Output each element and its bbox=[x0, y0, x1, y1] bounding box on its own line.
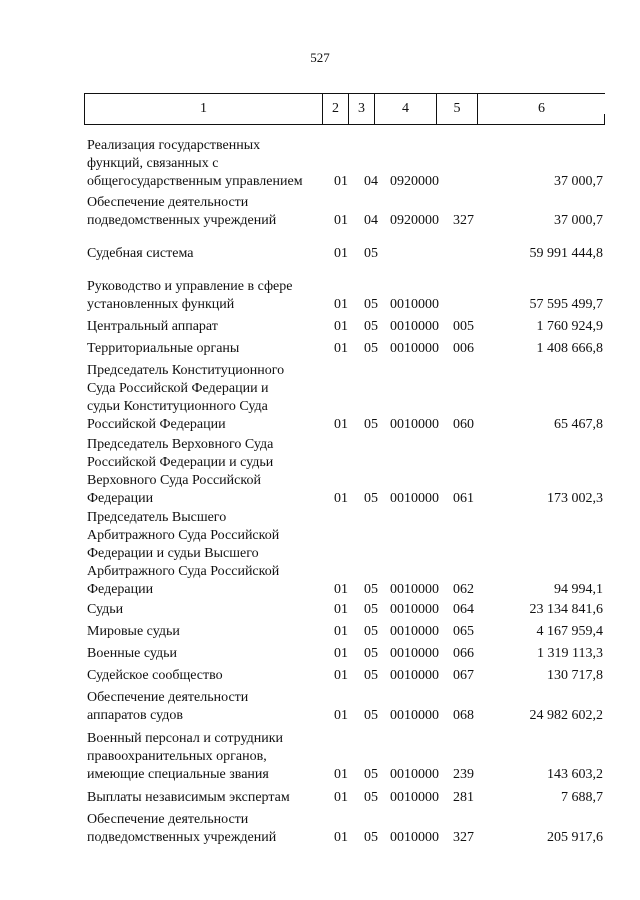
header-col-3: 3 bbox=[358, 101, 365, 116]
row-subsection: 05 bbox=[364, 830, 378, 845]
row-section: 01 bbox=[334, 246, 348, 261]
row-name: Мировые судьи bbox=[87, 624, 180, 639]
row-section: 01 bbox=[334, 417, 348, 432]
row-amount: 143 603,2 bbox=[547, 767, 603, 782]
row-target-article: 0010000 bbox=[390, 830, 439, 845]
row-expense-type: 068 bbox=[453, 708, 474, 723]
row-name: Обеспечение деятельности аппаратов судов bbox=[87, 690, 249, 723]
row-expense-type: 062 bbox=[453, 582, 474, 597]
row-name: Обеспечение деятельности подведомственных учреждений bbox=[87, 812, 277, 845]
row-amount: 24 982 602,2 bbox=[529, 708, 603, 723]
row-target-article: 0010000 bbox=[390, 767, 439, 782]
row-section: 01 bbox=[334, 646, 348, 661]
row-name: Председатель Верховного Суда Российской Федерации и судьи Верховного Суда Российской Федерации bbox=[87, 437, 274, 506]
row-subsection: 04 bbox=[364, 213, 378, 228]
row-section: 01 bbox=[334, 491, 348, 506]
row-target-article: 0010000 bbox=[390, 491, 439, 506]
row-section: 01 bbox=[334, 767, 348, 782]
row-section: 01 bbox=[334, 174, 348, 189]
row-subsection: 05 bbox=[364, 341, 378, 356]
row-target-article: 0920000 bbox=[390, 174, 439, 189]
row-subsection: 05 bbox=[364, 491, 378, 506]
row-target-article: 0010000 bbox=[390, 319, 439, 334]
row-subsection: 05 bbox=[364, 624, 378, 639]
row-name: Центральный аппарат bbox=[87, 319, 218, 334]
header-col-5: 5 bbox=[453, 101, 461, 116]
row-amount: 37 000,7 bbox=[554, 213, 603, 228]
row-subsection: 05 bbox=[364, 582, 378, 597]
row-subsection: 05 bbox=[364, 790, 378, 805]
row-section: 01 bbox=[334, 582, 348, 597]
row-target-article: 0010000 bbox=[390, 297, 439, 312]
row-name: Военный персонал и сотрудники правоохранительных органов, имеющие специальные звания bbox=[87, 731, 283, 782]
row-section: 01 bbox=[334, 602, 348, 617]
row-target-article: 0010000 bbox=[390, 582, 439, 597]
row-expense-type: 005 bbox=[453, 319, 474, 334]
row-amount: 1 319 113,3 bbox=[537, 646, 603, 661]
row-expense-type: 060 bbox=[453, 417, 474, 432]
row-amount: 37 000,7 bbox=[554, 174, 603, 189]
row-name: Судейское сообщество bbox=[87, 668, 223, 683]
row-subsection: 05 bbox=[364, 319, 378, 334]
row-expense-type: 239 bbox=[453, 767, 474, 782]
header-col-2: 2 bbox=[332, 101, 339, 116]
row-expense-type: 327 bbox=[453, 213, 474, 228]
row-name: Военные судьи bbox=[87, 646, 177, 661]
row-amount: 1 408 666,8 bbox=[536, 341, 603, 356]
row-amount: 94 994,1 bbox=[554, 582, 603, 597]
row-amount: 130 717,8 bbox=[547, 668, 603, 683]
row-section: 01 bbox=[334, 341, 348, 356]
row-name: Председатель Высшего Арбитражного Суда Российской Федерации и судьи Высшего Арбитражного Суда Российской Федерации bbox=[87, 510, 280, 597]
row-section: 01 bbox=[334, 213, 348, 228]
row-section: 01 bbox=[334, 297, 348, 312]
row-expense-type: 067 bbox=[453, 668, 474, 683]
row-section: 01 bbox=[334, 790, 348, 805]
row-expense-type: 281 bbox=[453, 790, 474, 805]
row-subsection: 05 bbox=[364, 246, 378, 261]
row-subsection: 05 bbox=[364, 417, 378, 432]
row-target-article: 0010000 bbox=[390, 646, 439, 661]
row-name: Руководство и управление в сфере установленных функций bbox=[87, 279, 293, 312]
row-target-article: 0010000 bbox=[390, 417, 439, 432]
row-name: Обеспечение деятельности подведомственных учреждений bbox=[87, 195, 277, 228]
row-subsection: 05 bbox=[364, 602, 378, 617]
header-col-4: 4 bbox=[402, 101, 409, 116]
row-expense-type: 327 bbox=[453, 830, 474, 845]
row-name: Председатель Конституционного Суда Российской Федерации и судьи Конституционного Суда Российской Федерации bbox=[87, 363, 285, 432]
row-amount: 1 760 924,9 bbox=[536, 319, 603, 334]
row-expense-type: 065 bbox=[453, 624, 474, 639]
row-amount: 57 595 499,7 bbox=[529, 297, 603, 312]
header-col-6: 6 bbox=[538, 101, 545, 116]
row-subsection: 05 bbox=[364, 668, 378, 683]
row-subsection: 05 bbox=[364, 767, 378, 782]
row-name: Реализация государственных функций, связанных с общегосударственным управлением bbox=[87, 138, 303, 189]
row-amount: 65 467,8 bbox=[554, 417, 603, 432]
row-section: 01 bbox=[334, 624, 348, 639]
row-amount: 4 167 959,4 bbox=[536, 624, 603, 639]
row-expense-type: 006 bbox=[453, 341, 474, 356]
row-amount: 59 991 444,8 bbox=[529, 246, 603, 261]
row-amount: 173 002,3 bbox=[547, 491, 603, 506]
page-number: 527 bbox=[310, 50, 330, 65]
row-amount: 23 134 841,6 bbox=[529, 602, 603, 617]
row-subsection: 05 bbox=[364, 708, 378, 723]
row-section: 01 bbox=[334, 830, 348, 845]
row-target-article: 0920000 bbox=[390, 213, 439, 228]
row-section: 01 bbox=[334, 708, 348, 723]
row-target-article: 0010000 bbox=[390, 708, 439, 723]
row-section: 01 bbox=[334, 319, 348, 334]
row-expense-type: 061 bbox=[453, 491, 474, 506]
row-target-article: 0010000 bbox=[390, 668, 439, 683]
header-col-1: 1 bbox=[200, 101, 207, 116]
row-subsection: 04 bbox=[364, 174, 378, 189]
row-target-article: 0010000 bbox=[390, 341, 439, 356]
row-name: Судьи bbox=[87, 602, 124, 617]
row-amount: 7 688,7 bbox=[561, 790, 603, 805]
row-subsection: 05 bbox=[364, 297, 378, 312]
row-expense-type: 066 bbox=[453, 646, 474, 661]
row-subsection: 05 bbox=[364, 646, 378, 661]
row-name: Судебная система bbox=[87, 246, 194, 261]
row-name: Территориальные органы bbox=[87, 341, 240, 356]
row-expense-type: 064 bbox=[453, 602, 474, 617]
row-target-article: 0010000 bbox=[390, 602, 439, 617]
row-target-article: 0010000 bbox=[390, 790, 439, 805]
row-section: 01 bbox=[334, 668, 348, 683]
row-name: Выплаты независимым экспертам bbox=[87, 790, 290, 805]
row-amount: 205 917,6 bbox=[547, 830, 603, 845]
row-target-article: 0010000 bbox=[390, 624, 439, 639]
